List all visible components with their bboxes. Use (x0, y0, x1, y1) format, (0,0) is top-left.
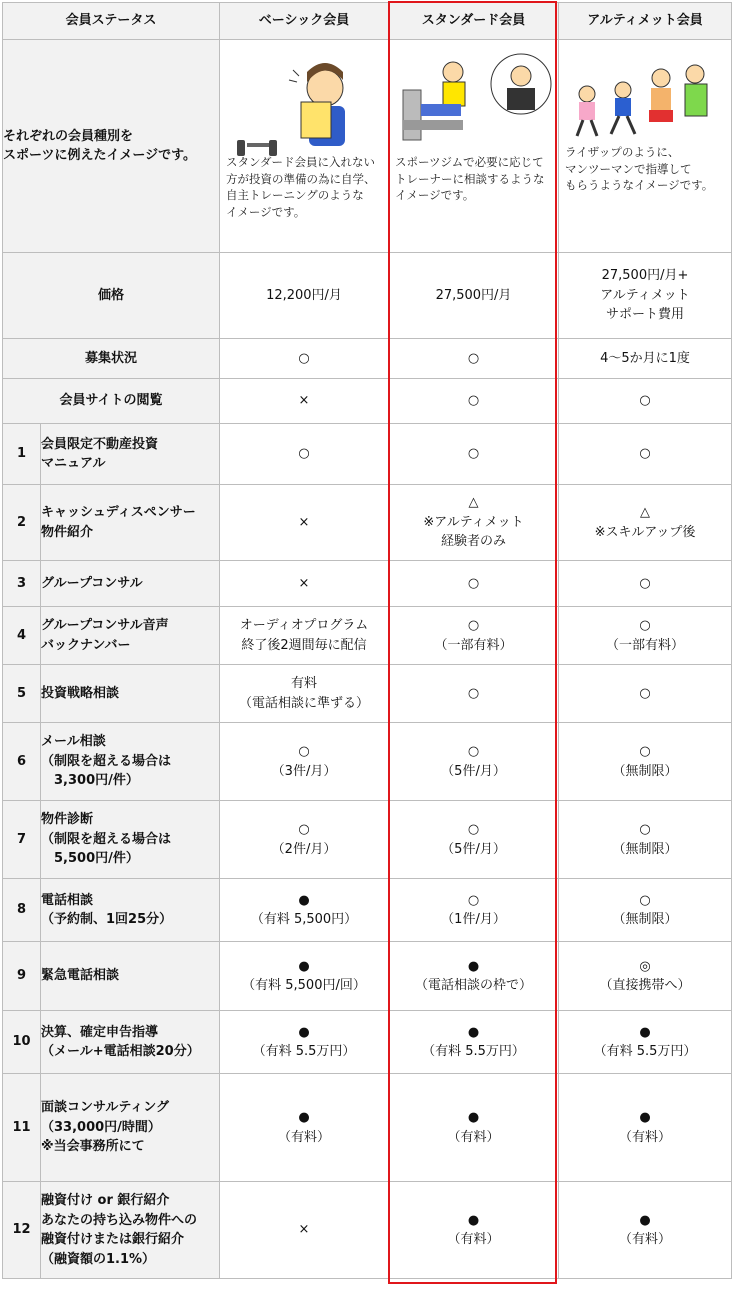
row-name: グループコンサル音声 バックナンバー (41, 607, 220, 665)
row-name: 融資付け or 銀行紹介 あなたの持ち込み物件への 融資付けまたは銀行紹介 （融資額の1.1%） (41, 1182, 220, 1279)
row-basic: × (220, 1182, 389, 1279)
intro-row (3, 40, 732, 253)
row-ultimate: ○ （無制限） (559, 801, 732, 879)
header-basic: ベーシック会員 (220, 3, 389, 40)
gym-trainer-illustration (393, 50, 553, 150)
intro-label: それぞれの会員種別を スポーツに例えたイメージです。 (3, 40, 220, 253)
row-ultimate: ◎ （直接携帯へ） (559, 942, 732, 1011)
row-number: 6 (3, 723, 41, 801)
membership-comparison-table (2, 2, 732, 1279)
price-row (3, 253, 732, 339)
row-number: 7 (3, 801, 41, 879)
row-ultimate: ○ （一部有料） (559, 607, 732, 665)
price-basic: 12,200円/月 (220, 253, 389, 339)
row-ultimate: ○ （無制限） (559, 879, 732, 942)
row-standard: ○ (389, 665, 559, 723)
row-standard: ● （有料 5.5万円） (389, 1011, 559, 1074)
ultimate-description: ライザップのように、 マンツーマンで指導して もらうようなイメージです。 (565, 145, 714, 193)
site-label: 会員サイトの閲覧 (3, 379, 220, 424)
header-ultimate: アルティメット会員 (559, 3, 732, 40)
table-row (3, 1182, 732, 1279)
table-row (3, 801, 732, 879)
header-status: 会員ステータス (3, 3, 220, 40)
table-row (3, 942, 732, 1011)
dumbbell-reading-illustration (225, 50, 385, 160)
row-name: 投資戦略相談 (41, 665, 220, 723)
row-basic: ○ (220, 424, 389, 485)
row-name: 会員限定不動産投資 マニュアル (41, 424, 220, 485)
row-standard: ○ （一部有料） (389, 607, 559, 665)
table-row (3, 1011, 732, 1074)
row-standard: ○ (389, 424, 559, 485)
row-name: 緊急電話相談 (41, 942, 220, 1011)
header-standard: スタンダード会員 (389, 3, 559, 40)
row-number: 8 (3, 879, 41, 942)
row-ultimate: ○ （無制限） (559, 723, 732, 801)
table-row (3, 665, 732, 723)
row-standard: ● （電話相談の枠で） (389, 942, 559, 1011)
row-basic: ● （有料 5,500円/回） (220, 942, 389, 1011)
row-name: 電話相談 （予約制、1回25分） (41, 879, 220, 942)
personal-training-illustration (565, 50, 725, 150)
row-basic: ● （有料 5.5万円） (220, 1011, 389, 1074)
row-name: 物件診断 （制限を超える場合は 5,500円/件） (41, 801, 220, 879)
row-number: 4 (3, 607, 41, 665)
intro-basic-cell (220, 40, 389, 253)
row-number: 5 (3, 665, 41, 723)
intro-ultimate-cell (559, 40, 732, 253)
price-label: 価格 (3, 253, 220, 339)
row-basic: ● （有料） (220, 1074, 389, 1182)
row-name: 決算、確定申告指導 （メール+電話相談20分） (41, 1011, 220, 1074)
table-row (3, 1074, 732, 1182)
row-basic: ○ （2件/月） (220, 801, 389, 879)
row-number: 3 (3, 561, 41, 607)
header-row (3, 3, 732, 40)
row-ultimate: ● （有料 5.5万円） (559, 1011, 732, 1074)
recruit-ultimate: 4～5か月に1度 (559, 339, 732, 379)
row-name: 面談コンサルティング （33,000円/時間） ※当会事務所にて (41, 1074, 220, 1182)
price-ultimate: 27,500円/月+ アルティメット サポート費用 (559, 253, 732, 339)
row-standard: ○ （5件/月） (389, 801, 559, 879)
recruit-standard: ○ (389, 339, 559, 379)
row-number: 12 (3, 1182, 41, 1279)
row-basic: ○ （3件/月） (220, 723, 389, 801)
table-row (3, 723, 732, 801)
row-ultimate: ○ (559, 424, 732, 485)
row-number: 11 (3, 1074, 41, 1182)
site-standard: ○ (389, 379, 559, 424)
row-standard: △ ※アルティメット 経験者のみ (389, 485, 559, 561)
site-ultimate: ○ (559, 379, 732, 424)
row-number: 2 (3, 485, 41, 561)
row-basic: × (220, 561, 389, 607)
row-ultimate: ○ (559, 561, 732, 607)
row-ultimate: ○ (559, 665, 732, 723)
recruit-row (3, 339, 732, 379)
row-ultimate: ● （有料） (559, 1074, 732, 1182)
standard-description: スポーツジムで必要に応じて トレーナーに相談するような イメージです。 (395, 155, 545, 203)
row-basic: ● （有料 5,500円） (220, 879, 389, 942)
site-row (3, 379, 732, 424)
row-number: 10 (3, 1011, 41, 1074)
recruit-label: 募集状況 (3, 339, 220, 379)
table-row (3, 485, 732, 561)
row-basic: × (220, 485, 389, 561)
basic-description: スタンダード会員に入れない 方が投資の準備の為に自学、 自主トレーニングのような イメージです。 (226, 155, 376, 220)
row-number: 9 (3, 942, 41, 1011)
site-basic: × (220, 379, 389, 424)
row-name: グループコンサル (41, 561, 220, 607)
row-ultimate: ● （有料） (559, 1182, 732, 1279)
table-row (3, 607, 732, 665)
table-row (3, 424, 732, 485)
price-standard: 27,500円/月 (389, 253, 559, 339)
row-standard: ● （有料） (389, 1074, 559, 1182)
table-row (3, 561, 732, 607)
row-standard: ○ （1件/月） (389, 879, 559, 942)
row-name: メール相談 （制限を超える場合は 3,300円/件） (41, 723, 220, 801)
row-basic: オーディオプログラム 終了後2週間毎に配信 (220, 607, 389, 665)
row-basic: 有料 （電話相談に準ずる） (220, 665, 389, 723)
row-number: 1 (3, 424, 41, 485)
row-standard: ● （有料） (389, 1182, 559, 1279)
recruit-basic: ○ (220, 339, 389, 379)
row-standard: ○ (389, 561, 559, 607)
table-row (3, 879, 732, 942)
row-standard: ○ （5件/月） (389, 723, 559, 801)
row-ultimate: △ ※スキルアップ後 (559, 485, 732, 561)
intro-standard-cell (389, 40, 559, 253)
row-name: キャッシュディスペンサー 物件紹介 (41, 485, 220, 561)
